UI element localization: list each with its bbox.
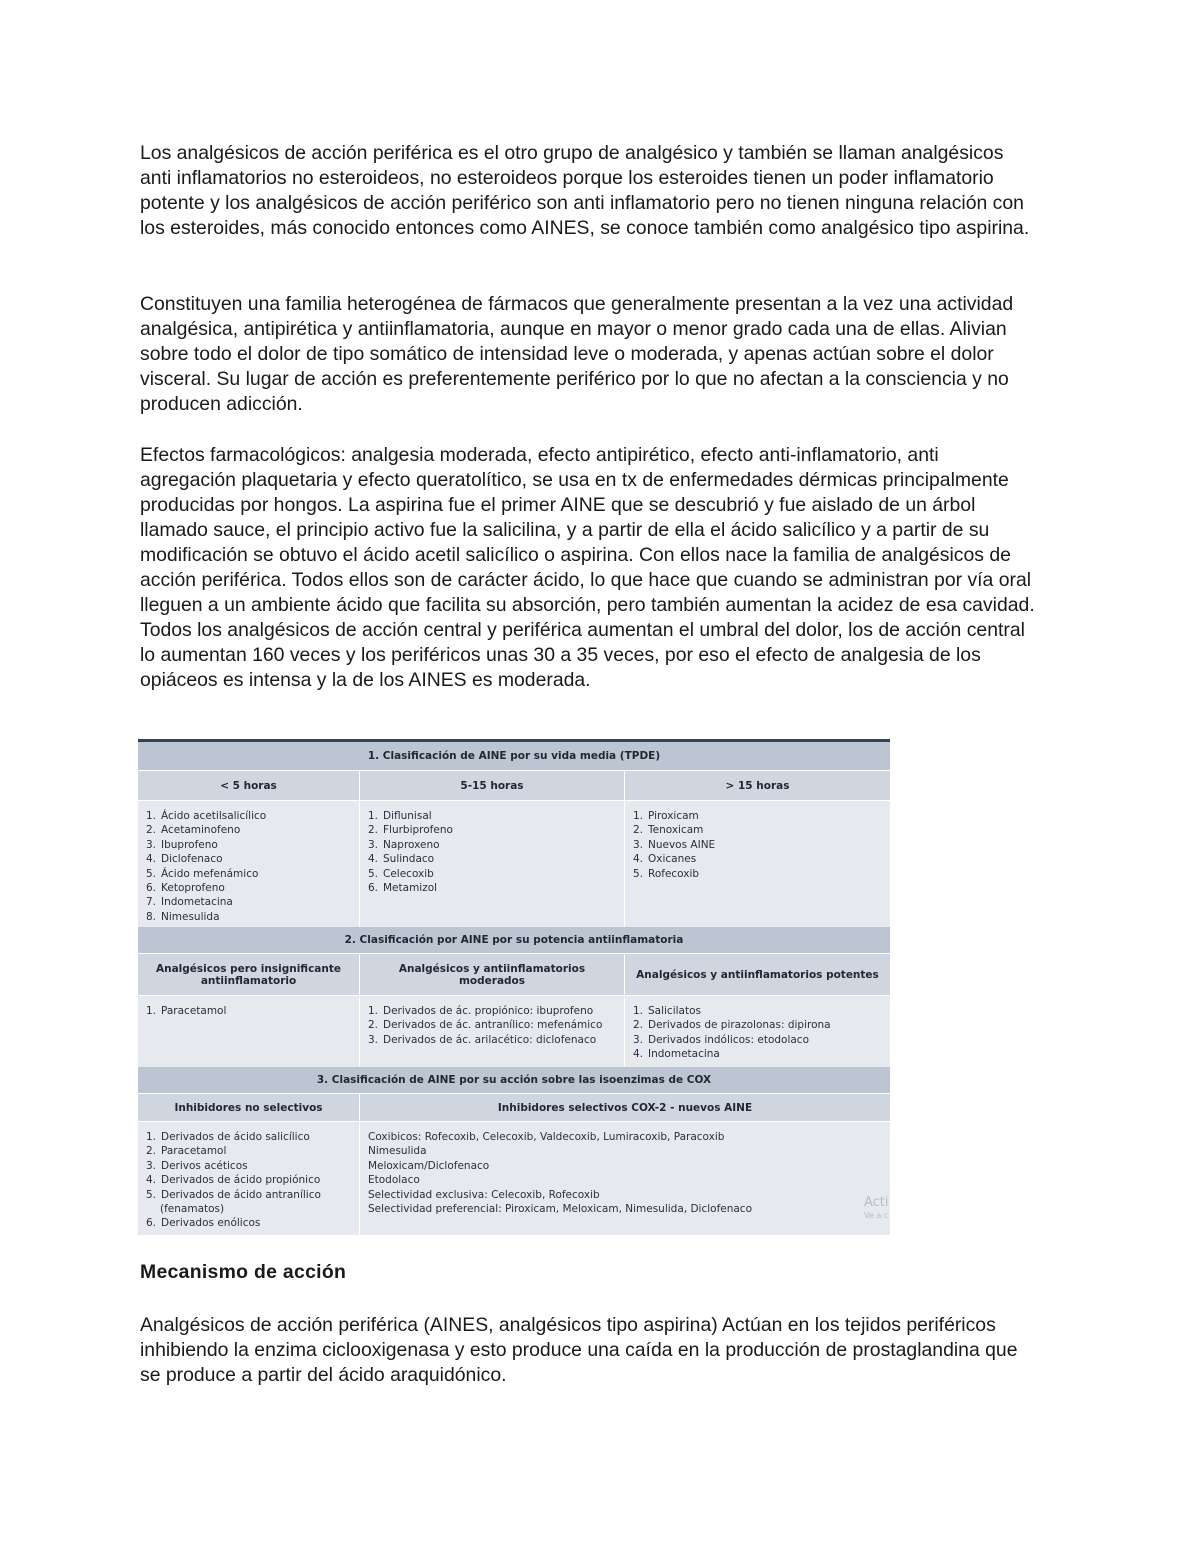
list-item: Selectividad preferencial: Piroxicam, Meloxicam, Nimesulida, Diclofenaco xyxy=(368,1203,753,1216)
list-item: 3. Ibuprofeno xyxy=(146,838,218,851)
list-item: 6. Ketoprofeno xyxy=(146,882,225,895)
list-item: 1. Diflunisal xyxy=(368,810,432,822)
list-item: 3. Derivados de ác. arilacético: diclofenaco xyxy=(368,1033,597,1046)
section1-col3 xyxy=(625,801,890,927)
paragraph-intro: Los analgésicos de acción periférica es el otro grupo de analgésico y también se llaman analgésicos anti inflamatorios no esteroideos, no esteroideos porque los esteroides tienen un poder inflamatorio potente y los analgésicos de acción periférico son anti inflamatorio pero no tienen ninguna relación con los esteroides, más conocido entonces como AINES, se conoce también como analgésico tipo aspirina. xyxy=(140,142,1030,239)
list-item: Nimesulida xyxy=(368,1145,427,1158)
section1-header-row xyxy=(138,771,890,801)
section1-list-row xyxy=(138,801,890,927)
section2-title-text: 2. Clasificación por AINE por su potencia antiinflamatoria xyxy=(344,934,684,946)
list-item: 7. Indometacina xyxy=(146,896,233,909)
list-item: 3. Nuevos AINE xyxy=(633,838,716,851)
section2-header-moderate: Analgésicos y antiinflamatorios moderados xyxy=(360,954,625,995)
section2-col1 xyxy=(138,996,360,1067)
list-item: 6. Metamizol xyxy=(368,882,438,895)
list-item: Meloxicam/Diclofenaco xyxy=(368,1159,490,1172)
list-item: 4. Derivados de ácido propiónico xyxy=(146,1174,321,1187)
list-item: 3. Derivados indólicos: etodolaco xyxy=(633,1033,810,1046)
list-item: 1. Derivados de ác. propiónico: ibuprofeno xyxy=(368,1005,594,1017)
paragraph-family: Constituyen una familia heterogénea de fármacos que generalmente presentan a la vez una actividad analgésica, antipirética y antiinflamatoria, aunque en mayor o menor grado cada una de ellas. Alivian sobre todo el dolor de tipo somático de intensidad leve o moderada, y apenas actúan sobre el dolor visceral. Su lugar de acción es preferentemente periférico por lo que no afectan a la consciencia y no producen adicción. xyxy=(140,293,1014,415)
activation-watermark xyxy=(864,1195,890,1221)
list-item: 5. Rofecoxib xyxy=(633,867,700,880)
list-item: 2. Acetaminofeno xyxy=(146,824,241,837)
paragraph-mechanism: Analgésicos de acción periférica (AINES, analgésicos tipo aspirina) Actúan en los tejidos periféricos inhibiendo la enzima ciclooxigenasa y esto produce una caída en la producción de prostaglandina que se produce a partir del ácido araquidónico. xyxy=(140,1314,1018,1386)
list-item: 3. Derivos acéticos xyxy=(146,1159,248,1172)
list-item: 1. Salicilatos xyxy=(633,1005,701,1017)
list-item: 1. Paracetamol xyxy=(146,1005,227,1017)
watermark-line-1: Acti xyxy=(864,1195,889,1210)
section2-col3 xyxy=(625,996,890,1067)
list-item: Coxibicos: Rofecoxib, Celecoxib, Valdecoxib, Lumiracoxib, Paracoxib xyxy=(368,1131,725,1143)
section1-col1-list xyxy=(146,809,359,924)
list-item: 4. Oxicanes xyxy=(633,853,697,866)
section1-col3-list xyxy=(633,809,890,881)
list-item: 2. Tenoxicam xyxy=(633,824,704,837)
list-item: 6. Derivados enólicos xyxy=(146,1217,261,1230)
section2-header-insignificant: Analgésicos pero insignificante antiinflamatorio xyxy=(138,954,360,995)
section2-col3-list xyxy=(633,1004,890,1062)
section2-col2-list xyxy=(368,1004,624,1047)
section3-list-row xyxy=(138,1122,890,1235)
aine-classification-table xyxy=(138,739,890,1232)
list-item: 5. Celecoxib xyxy=(368,867,434,880)
list-item: 2. Derivados de pirazolonas: dipirona xyxy=(633,1019,831,1032)
list-item: Selectividad exclusiva: Celecoxib, Rofecoxib xyxy=(368,1188,600,1201)
list-item: 4. Sulindaco xyxy=(368,853,435,866)
list-item: 5. Derivados de ácido antranílico (fenamatos) xyxy=(146,1188,321,1216)
section2-col1-list xyxy=(146,1004,359,1018)
list-item: 1. Piroxicam xyxy=(633,810,699,822)
list-item: 5. Ácido mefenámico xyxy=(146,867,259,880)
section-heading: Mecanismo de acción xyxy=(140,1261,347,1283)
section1-col2 xyxy=(360,801,625,927)
section1-header-lt5: < 5 horas xyxy=(138,771,360,800)
section3-header-nonselective: Inhibidores no selectivos xyxy=(138,1094,360,1121)
list-item: Etodolaco xyxy=(368,1174,420,1187)
list-item: 2. Paracetamol xyxy=(146,1145,227,1158)
list-item: 1. Ácido acetilsalicílico xyxy=(146,810,267,822)
list-item: 4. Diclofenaco xyxy=(146,853,223,866)
list-item: 8. Nimesulida xyxy=(146,910,220,923)
section3-header-row xyxy=(138,1094,890,1122)
list-item: 2. Derivados de ác. antranílico: mefenámico xyxy=(368,1019,603,1032)
section1-col1 xyxy=(138,801,360,927)
list-item: 1. Derivados de ácido salicílico xyxy=(146,1131,310,1143)
section3-col2 xyxy=(360,1122,890,1235)
section3-title xyxy=(138,1067,890,1094)
section1-title xyxy=(138,742,890,771)
section2-col2 xyxy=(360,996,625,1067)
section2-header-row xyxy=(138,954,890,996)
list-item: 3. Naproxeno xyxy=(368,838,440,851)
list-item: 4. Indometacina xyxy=(633,1048,720,1061)
section3-col1 xyxy=(138,1122,360,1235)
section3-header-selective: Inhibidores selectivos COX-2 - nuevos AINE xyxy=(497,1101,753,1114)
section3-col1-list xyxy=(146,1130,359,1231)
section2-list-row xyxy=(138,996,890,1067)
section1-col2-list xyxy=(368,809,624,895)
section2-title xyxy=(138,927,890,954)
section2-header-potent: Analgésicos y antiinflamatorios potentes xyxy=(636,968,879,981)
section1-title-text: 1. Clasificación de AINE por su vida media (TPDE) xyxy=(367,750,661,762)
section3-col2-list xyxy=(368,1130,890,1216)
paragraph-effects: Efectos farmacológicos: analgesia moderada, efecto antipirético, efecto anti-inflamatorio, anti agregación plaquetaria y efecto queratolítico, se usa en tx de enfermedades dérmicas principalmente producidas por hongos. La aspirina fue el primer AINE que se descubrió y fue aislado de un árbol llamado sauce, el principio activo fue la salicilina, y a partir de ella el ácido salicílico y a partir de su modificación se obtuvo el ácido acetil salicílico o aspirina. Con ellos nace la familia de analgésicos de acción periférica. Todos ellos son de carácter ácido, lo que hace que cuando se administran por vía oral lleguen a un ambiente ácido que facilita su absorción, pero también aumentan la acidez de esa cavidad. Todos los analgésicos de acción central y periférica aumentan el umbral del dolor, los de acción central lo aumentan 160 veces y los periféricos unas 30 a 35 veces, por eso el efecto de analgesia de los opiáceos es intensa y la de los AINES es moderada. xyxy=(140,444,1035,691)
list-item: 2. Flurbiprofeno xyxy=(368,824,453,837)
section3-title-text: 3. Clasificación de AINE por su acción sobre las isoenzimas de COX xyxy=(316,1074,712,1086)
section1-header-5-15: 5-15 horas xyxy=(360,771,625,800)
watermark-line-2: Ve a c xyxy=(864,1211,889,1220)
section1-header-gt15: > 15 horas xyxy=(725,779,790,792)
